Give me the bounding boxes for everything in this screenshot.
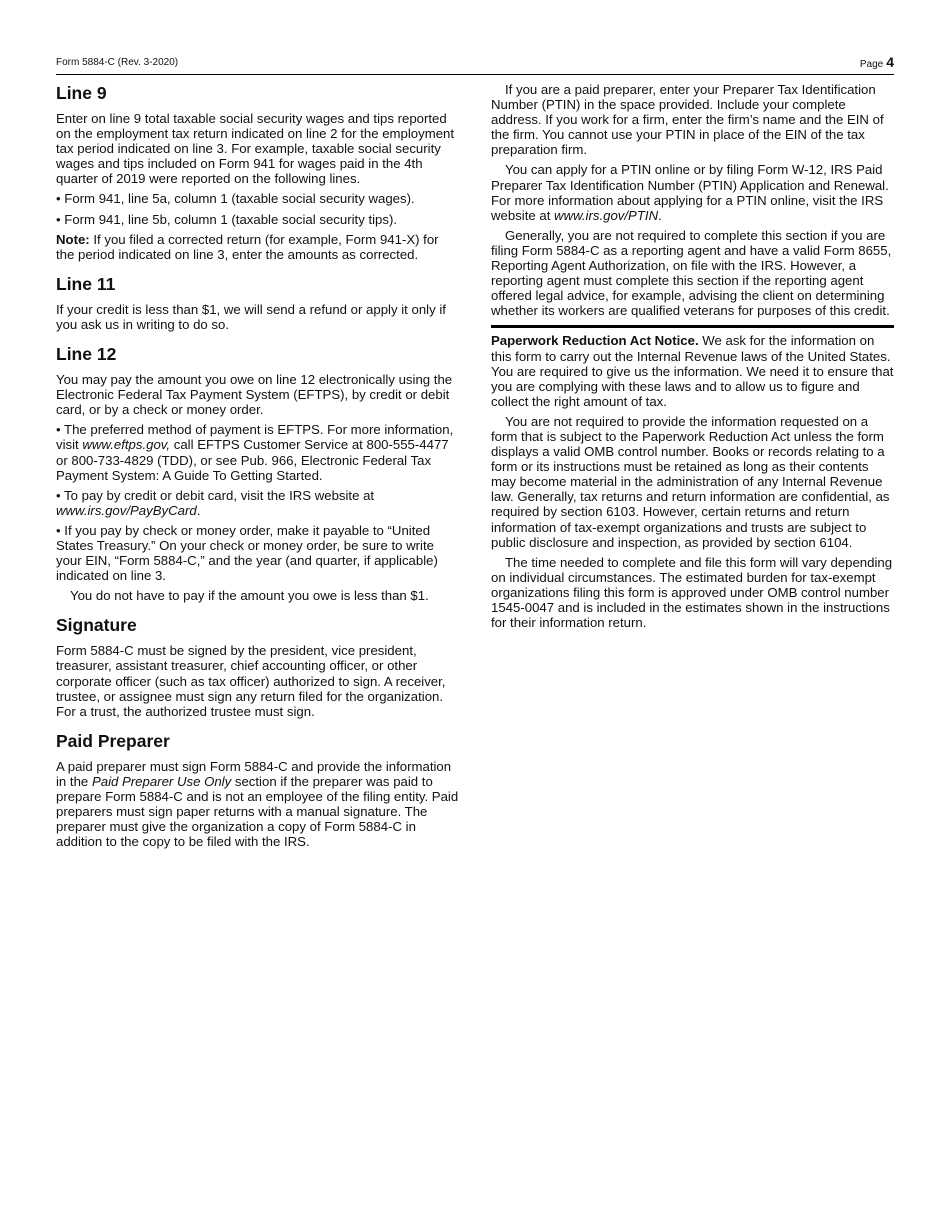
page-label: Page	[859, 59, 884, 70]
section-line-12	[56, 343, 459, 603]
paid-preparer-use-only: Paid Preparer Use Only	[91, 773, 232, 789]
paid-preparer-paragraph: A paid preparer must sign Form 5884-C and provide the information in the Paid Preparer Use Only section if the preparer was paid to prepare Form 5884-C and is not an employee of the filing entity. Paid preparers must sign paper returns with a manual signature. The preparer must give the organization a copy of Form 5884-C in addition to the copy to be filed with the IRS.	[56, 758, 459, 850]
line-9-note	[56, 232, 459, 262]
paperwork-notice-paragraph	[491, 333, 894, 408]
section-line-11	[56, 273, 459, 332]
page-header	[56, 54, 894, 75]
section-divider	[491, 325, 894, 328]
paperwork-notice-label: Paperwork Reduction Act Notice.	[491, 333, 699, 349]
ptin-paragraph: If you are a paid preparer, enter your Preparer Tax Identification Number (PTIN) in the space provided. Include your complete address. If you work for a firm, enter the firm’s name and the EIN of the firm. You cannot use your PTIN in place of the EIN of the tax preparation firm.	[491, 82, 884, 158]
ptin-apply-paragraph: You can apply for a PTIN online or by filing Form W-12, IRS Paid Preparer Tax Identification Number (PTIN) Application and Renewal. For more information about applying for a PTIN online, visit the IRS website at www.irs.gov/PTIN.	[491, 162, 889, 223]
section-title-line-12: Line 12	[56, 344, 117, 365]
section-line-9	[56, 82, 459, 262]
section-title-line-9: Line 9	[56, 83, 107, 103]
paybycard-link[interactable]: www.irs.gov/PayByCard	[56, 502, 197, 518]
omb-paragraph: You are not required to provide the information requested on a form that is subject to the Paperwork Reduction Act unless the form displays a valid OMB control number. Books or records relating to a form or its instructions must be retained as long as their contents may become material in the administration of any Internal Revenue law. Generally, tax returns and return information are confidential, as required by section 6103. However, certain returns and return information of tax-exempt organizations and trusts are subject to public disclosure and inspection, as provided by section 6104.	[491, 413, 890, 550]
line-9-bullet-tips: • Form 941, line 5b, column 1 (taxable social security tips).	[56, 211, 398, 227]
section-paid-preparer	[56, 730, 459, 850]
section-title-line-11: Line 11	[56, 273, 116, 294]
line-12-bullet-eftps: • The preferred method of payment is EFTPS. For more information, visit www.eftps.gov, call EFTPS Customer Service at 800-555-4477 or 800-733-4829 (TDD), or see Pub. 966, Electronic Federal Tax Payment System: A Guide To Getting Started.	[56, 422, 454, 483]
line-9-bullet-wages: • Form 941, line 5a, column 1 (taxable social security wages).	[56, 191, 415, 207]
burden-paragraph: The time needed to complete and file this form will vary depending on individual circumstances. The estimated burden for tax-exempt organizations filing this form is approved under OMB control number 1545-0047 and is included in the estimates shown in the instructions for their information return.	[491, 554, 893, 631]
line-11-paragraph: If your credit is less than $1, we will send a refund or apply it only if you ask us in writing to do so.	[56, 301, 446, 332]
section-title-signature: Signature	[56, 615, 137, 636]
ptin-link[interactable]: www.irs.gov/PTIN	[554, 207, 659, 223]
line-12-paragraph: You may pay the amount you owe on line 12 electronically using the Electronic Federal Tax Payment System (EFTPS), by credit or debit card, or by a check or money order.	[56, 372, 453, 418]
note-label: Note:	[56, 231, 90, 247]
signature-paragraph: Form 5884-C must be signed by the president, vice president, treasurer, assistant treasurer, chief accounting officer, or other corporate officer (such as tax officer) authorized to sign. A receiver, trustee, or assignee must sign any return filed for the organization. For a trust, the authorized trustee must sign.	[56, 643, 446, 719]
line-9-paragraph: Enter on line 9 total taxable social security wages and tips reported on the employment tax return indicated on line 2 for the employment tax period indicated on line 3. For example, taxable social security wages and tips included on Form 941 for wages paid in the 4th quarter of 2019 were reported on the following lines.	[56, 111, 455, 187]
reporting-agent-paragraph: Generally, you are not required to complete this section if you are filing Form 5884-C as a reporting agent and have a valid Form 8655, Reporting Agent Authorization, on file with the IRS. However, a reporting agent must complete this section if the reporting agent offered legal advice, for example, advising the client on determining whether its workers are qualified veterans for purposes of this credit.	[491, 227, 892, 319]
section-signature	[56, 614, 459, 718]
line-12-paragraph-minimum: You do not have to pay if the amount you owe is less than $1.	[70, 588, 429, 604]
paperwork-notice-text: We ask for the information on this form to carry out the Internal Revenue laws of the United States. You are required to give us the information. We need it to ensure that you are complying with these laws and to allow us to figure and collect the right amount of tax.	[491, 333, 894, 409]
page-number: 4	[886, 54, 894, 70]
right-column	[491, 82, 894, 635]
line-12-bullet-check: • If you pay by check or money order, make it payable to “United States Treasury.” On your check or money order, be sure to write your EIN, “Form 5884-C,” and the year (and quarter, if applicable) indicated on line 3.	[56, 522, 438, 584]
line-12-bullet-card: • To pay by credit or debit card, visit the IRS website at www.irs.gov/PayByCard.	[56, 487, 375, 518]
form-identifier: Form 5884-C (Rev. 3-2020)	[56, 57, 179, 68]
eftps-link[interactable]: www.eftps.gov,	[82, 437, 171, 453]
left-column	[56, 82, 459, 854]
section-title-paid-preparer: Paid Preparer	[56, 730, 170, 751]
note-text: If you filed a corrected return (for example, Form 941-X) for the period indicated on line 3, enter the amounts as corrected.	[56, 231, 439, 262]
page-indicator	[860, 54, 894, 70]
